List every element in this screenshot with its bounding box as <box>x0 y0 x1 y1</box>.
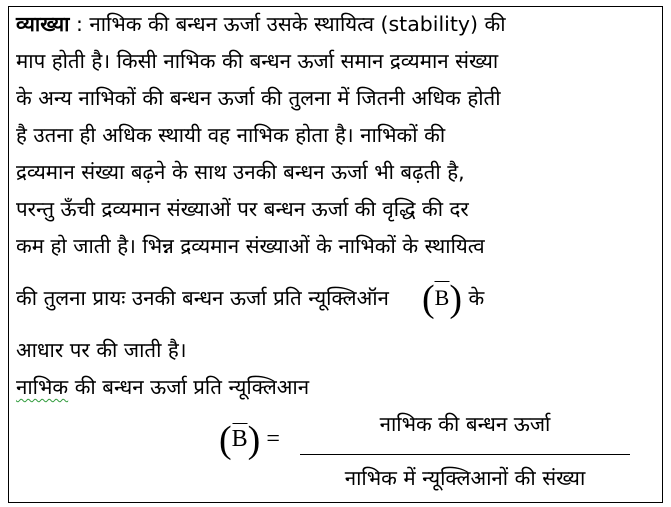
line-8 <box>16 278 485 320</box>
line-3: के अन्य नाभिकों की बन्धन ऊर्जा की तुलना में जितनी अधिक होती <box>16 86 501 110</box>
formula-lhs <box>219 419 280 461</box>
formula-open-paren: ( <box>219 419 232 461</box>
line-9: आधार पर की जाती है। <box>16 338 187 362</box>
definition-line <box>16 373 309 401</box>
formula-close-paren: ) <box>247 419 261 461</box>
line-6: परन्तु ऊँची द्रव्यमान संख्याओं पर बन्धन ऊर्जा की वृद्धि की दर <box>16 197 469 221</box>
fraction-bar <box>300 454 630 455</box>
line-8-suffix: के <box>468 286 485 310</box>
definition-text: की बन्धन ऊर्जा प्रति न्यूक्लिआन <box>74 375 310 399</box>
open-paren: ( <box>421 278 435 320</box>
formula-denominator: नाभिक में न्यूक्लिआनों की संख्या <box>344 466 586 490</box>
formula-b-bar-symbol: B <box>232 426 248 453</box>
line-1 <box>16 10 506 38</box>
b-bar-symbol: B <box>435 284 450 312</box>
line-8-text: की तुलना प्रायः उनकी बन्धन ऊर्जा प्रति न्यूक्लिऑन <box>16 286 389 310</box>
line-4: है उतना ही अधिक स्थायी वह नाभिक होता है। नाभिकों की <box>16 123 446 147</box>
close-paren: ) <box>449 278 462 320</box>
definition-word: नाभिक <box>16 375 69 399</box>
explanation-heading: व्याख्या <box>16 12 70 36</box>
formula-numerator: नाभिक की बन्धन ऊर्जा <box>379 412 551 436</box>
line-7: कम हो जाती है। भिन्न द्रव्यमान संख्याओं के नाभिकों के स्थायित्व <box>16 234 485 258</box>
binding-energy-formula <box>0 404 671 504</box>
line-5: द्रव्यमान संख्या बढ़ने के साथ उनकी बन्धन ऊर्जा भी बढ़ती है, <box>16 160 465 184</box>
line-2: माप होती है। किसी नाभिक की बन्धन ऊर्जा समान द्रव्यमान संख्या <box>16 49 499 73</box>
equals-sign: = <box>266 426 280 452</box>
line-1-text: : नाभिक की बन्धन ऊर्जा उसके स्थायित्व (stability) की <box>75 12 506 36</box>
